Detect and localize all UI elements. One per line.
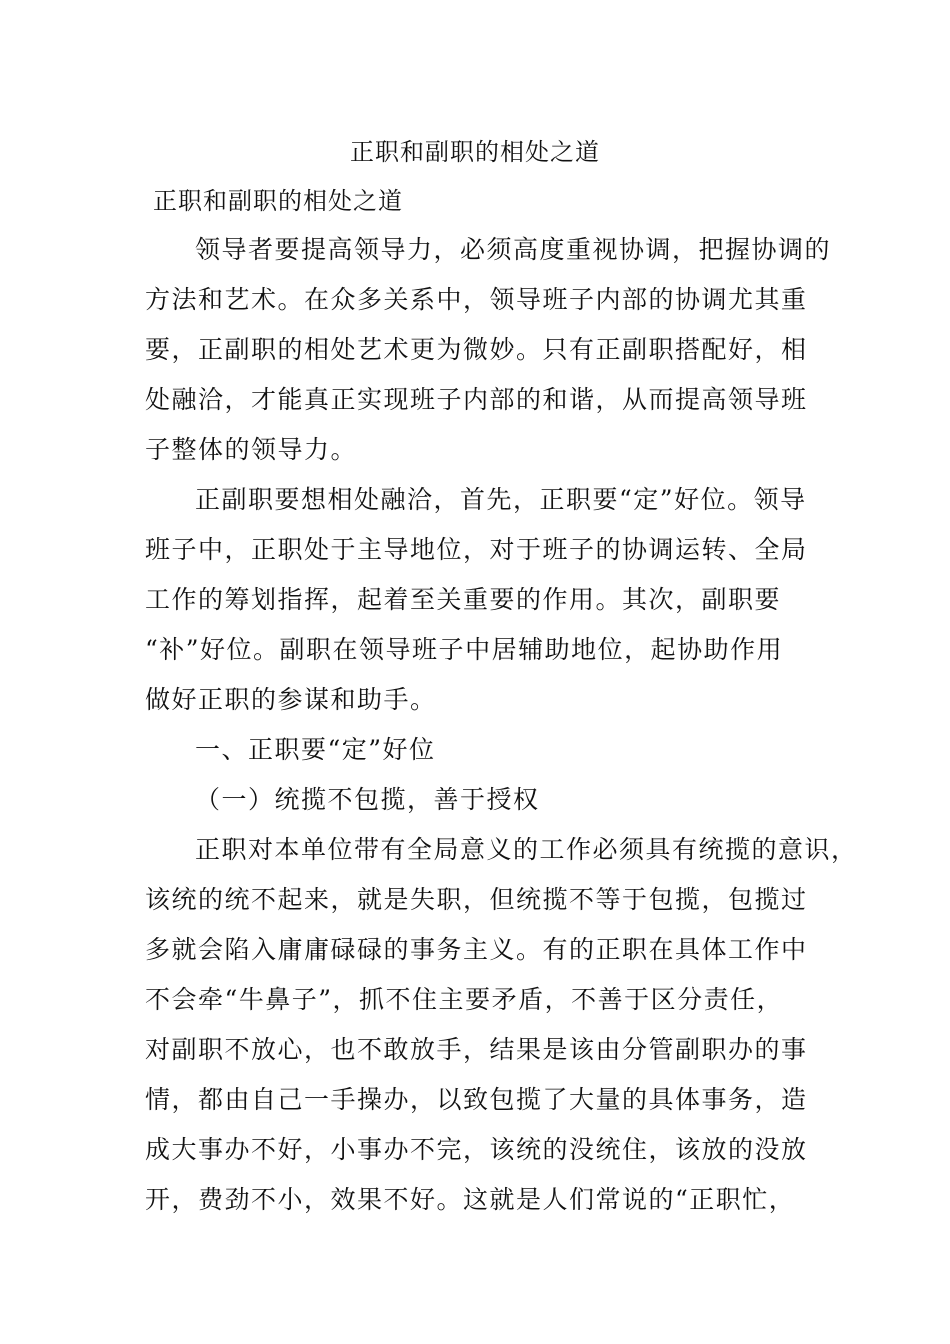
paragraph-line: 处融洽，才能真正实现班子内部的和谐，从而提高领导班 — [145, 385, 808, 414]
paragraph-line: 领导者要提高领导力，必须高度重视协调，把握协调的 — [195, 235, 832, 264]
document-subtitle: 正职和副职的相处之道 — [153, 187, 403, 215]
paragraph-line: 不会牵“牛鼻子”，抓不住主要矛盾，不善于区分责任， — [145, 985, 784, 1014]
section-heading: 一、正职要“定”好位 — [195, 735, 436, 764]
paragraph-line: 做好正职的参谋和助手。 — [145, 685, 437, 714]
subsection-heading: （一）统揽不包揽，善于授权 — [195, 785, 540, 814]
paragraph-line: 多就会陷入庸庸碌碌的事务主义。有的正职在具体工作中 — [145, 935, 808, 964]
paragraph-line: “补”好位。副职在领导班子中居辅助地位，起协助作用 — [145, 635, 784, 664]
paragraph-line: 班子中，正职处于主导地位，对于班子的协调运转、全局 — [145, 535, 808, 564]
paragraph-line: 方法和艺术。在众多关系中，领导班子内部的协调尤其重 — [145, 285, 808, 314]
document-title: 正职和副职的相处之道 — [350, 138, 600, 166]
paragraph-line: 情，都由自己一手操办，以致包揽了大量的具体事务，造 — [145, 1085, 808, 1114]
paragraph-line: 子整体的领导力。 — [145, 435, 358, 464]
paragraph-line: 对副职不放心，也不敢放手，结果是该由分管副职办的事 — [145, 1035, 808, 1064]
paragraph-line: 要，正副职的相处艺术更为微妙。只有正副职搭配好，相 — [145, 335, 808, 364]
paragraph-line: 正职对本单位带有全局意义的工作必须具有统揽的意识， — [195, 835, 858, 864]
paragraph-line: 正副职要想相处融洽，首先，正职要“定”好位。领导 — [195, 485, 807, 514]
paragraph-line: 开，费劲不小，效果不好。这就是人们常说的“正职忙， — [145, 1185, 796, 1214]
paragraph-line: 成大事办不好，小事办不完，该统的没统住，该放的没放 — [145, 1135, 808, 1164]
paragraph-line: 该统的统不起来，就是失职，但统揽不等于包揽，包揽过 — [145, 885, 808, 914]
paragraph-line: 工作的筹划指挥，起着至关重要的作用。其次，副职要 — [145, 585, 782, 614]
